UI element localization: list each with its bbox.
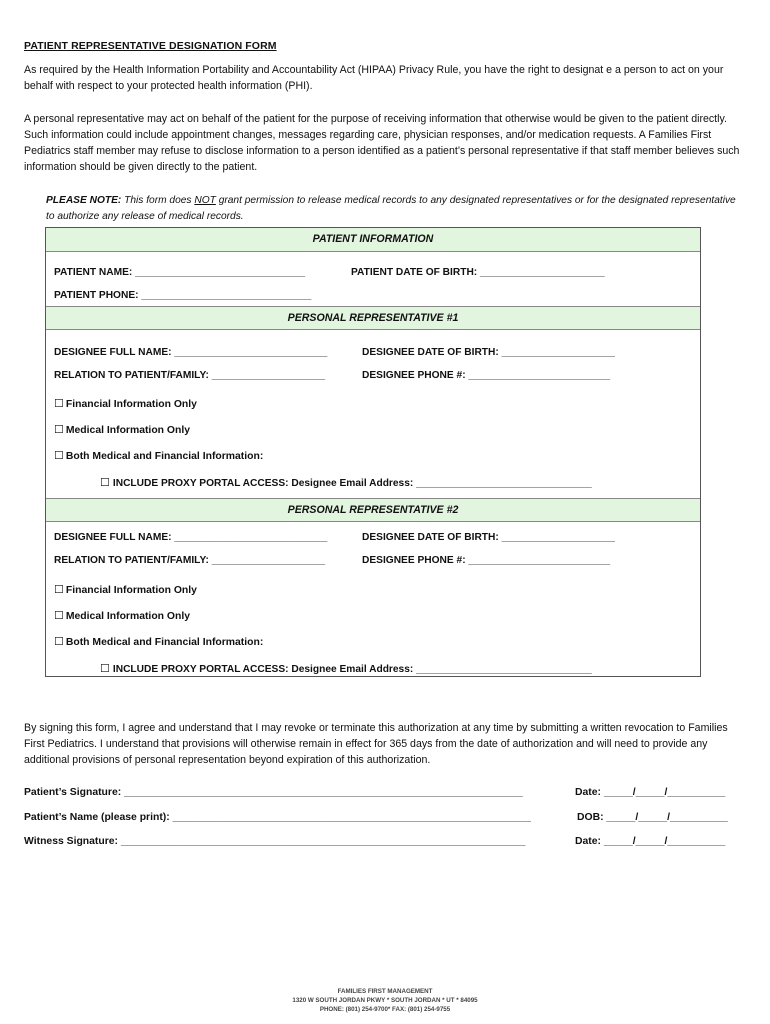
rep2-proxy-label: INCLUDE PROXY PORTAL ACCESS: Designee Email Address: _______________________________ — [112, 664, 592, 675]
rep2-both-checkbox[interactable] — [54, 635, 263, 648]
footer-company: FAMILIES FIRST MANAGEMENT — [337, 988, 433, 995]
patient-dob-field[interactable]: PATIENT DATE OF BIRTH: ______________________ — [351, 267, 605, 278]
patient-signature-field[interactable]: Patient’s Signature: _____________________________________________________________________ — [24, 787, 523, 798]
rep2-financial-label: Financial Information Only — [65, 585, 197, 596]
checkbox-icon: ☐ — [54, 398, 64, 410]
patient-name-print-field[interactable]: Patient’s Name (please print): ______________________________________________________________ — [24, 812, 531, 823]
please-note — [46, 193, 746, 225]
checkbox-icon: ☐ — [54, 584, 64, 596]
witness-signature-field[interactable]: Witness Signature: ______________________________________________________________________ — [24, 836, 526, 847]
checkbox-icon: ☐ — [100, 477, 110, 489]
witness-date-field[interactable]: Date: _____/_____/__________ — [575, 836, 726, 847]
rep2-full-name-field[interactable]: DESIGNEE FULL NAME: ___________________________ — [54, 532, 328, 543]
hipaa-intro: As required by the Health Information Portability and Accountability Act (HIPAA) Privacy Rule, you have the right to designat e a person to act on your behalf with respect to your protected health information (PHI). — [24, 64, 724, 92]
rep1-relation-field[interactable]: RELATION TO PATIENT/FAMILY: ____________________ — [54, 370, 326, 381]
please-note-label: PLEASE NOTE: — [46, 195, 122, 206]
checkbox-icon: ☐ — [54, 450, 64, 462]
rep1-both-checkbox[interactable] — [54, 449, 263, 462]
patient-phone-field[interactable]: PATIENT PHONE: ______________________________ — [54, 290, 312, 301]
rep2-header: PERSONAL REPRESENTATIVE #2 — [46, 498, 700, 522]
rep1-proxy-checkbox[interactable] — [100, 476, 592, 489]
checkbox-icon: ☐ — [54, 610, 64, 622]
rep2-dob-field[interactable]: DESIGNEE DATE OF BIRTH: ____________________ — [362, 532, 615, 543]
rep1-medical-label: Medical Information Only — [65, 425, 190, 436]
checkbox-icon: ☐ — [54, 636, 64, 648]
rep2-proxy-checkbox[interactable] — [100, 662, 592, 675]
rep2-financial-checkbox[interactable] — [54, 583, 197, 596]
patient-signature-date-field[interactable]: Date: _____/_____/__________ — [575, 787, 726, 798]
patient-dob-sig-field[interactable]: DOB: _____/_____/__________ — [577, 812, 728, 823]
rep2-both-label: Both Medical and Financial Information: — [65, 637, 264, 648]
rep2-medical-checkbox[interactable] — [54, 609, 190, 622]
footer-address: 1320 W SOUTH JORDAN PKWY * SOUTH JORDAN * UT * 84095 — [292, 997, 478, 1004]
rep1-financial-checkbox[interactable] — [54, 397, 197, 410]
note-emphasis: NOT — [194, 195, 216, 206]
personal-rep-paragraph: A personal representative may act on behalf of the patient for the purpose of receiving information that otherwise would be given to the patient directly. Such information could include appointment changes, messages regarding care, physician responses, and/or medication requests. A Families First Pediatrics staff member may refuse to disclose information to a person identified as a patient’s personal representative if that staff member believes such information should be given directly to the patient. — [24, 113, 740, 173]
patient-info-header: PATIENT INFORMATION — [46, 228, 700, 252]
rep1-dob-field[interactable]: DESIGNEE DATE OF BIRTH: ____________________ — [362, 347, 615, 358]
checkbox-icon: ☐ — [54, 424, 64, 436]
rep1-phone-field[interactable]: DESIGNEE PHONE #: _________________________ — [362, 370, 611, 381]
rep1-financial-label: Financial Information Only — [65, 399, 197, 410]
designation-table — [45, 227, 701, 677]
rep2-medical-label: Medical Information Only — [65, 611, 190, 622]
rep1-both-label: Both Medical and Financial Information: — [65, 451, 264, 462]
rep2-relation-field[interactable]: RELATION TO PATIENT/FAMILY: ____________________ — [54, 555, 326, 566]
rep1-full-name-field[interactable]: DESIGNEE FULL NAME: ___________________________ — [54, 347, 328, 358]
note-text-before: This form does — [121, 195, 195, 206]
footer-phone-fax: PHONE: (801) 254-9700* FAX: (801) 254-9755 — [319, 1006, 451, 1013]
patient-name-field[interactable]: PATIENT NAME: ______________________________ — [54, 267, 306, 278]
consent-paragraph: By signing this form, I agree and understand that I may revoke or terminate this authorization at any time by submitting a written revocation to Families First Pediatrics. I understand that provisions will otherwise remain in effect for 365 days from the date of authorization and will need to provide any additional provisions of personal representation beyond expiration of this authorization. — [24, 722, 728, 766]
form-title: PATIENT REPRESENTATIVE DESIGNATION FORM — [24, 40, 277, 52]
rep1-proxy-label: INCLUDE PROXY PORTAL ACCESS: Designee Email Address: _______________________________ — [112, 478, 592, 489]
note-text-after: grant permission to release medical records to any designated representatives or for the designated representative to authorize any release of medical records. — [46, 195, 736, 222]
checkbox-icon: ☐ — [100, 663, 110, 675]
rep1-header: PERSONAL REPRESENTATIVE #1 — [46, 306, 700, 330]
rep1-medical-checkbox[interactable] — [54, 423, 190, 436]
rep2-phone-field[interactable]: DESIGNEE PHONE #: _________________________ — [362, 555, 611, 566]
